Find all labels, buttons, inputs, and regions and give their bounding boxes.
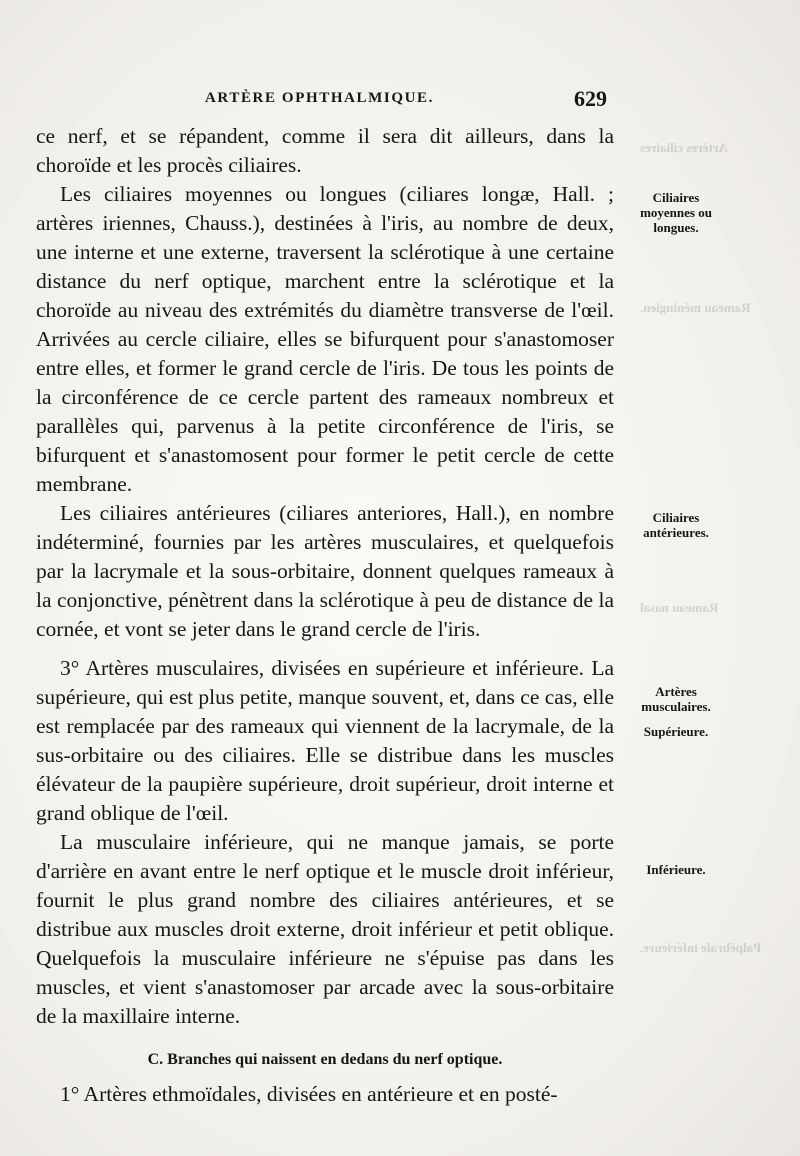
paragraph: 1° Artères ethmoïdales, divisées en antérieure et en posté- bbox=[60, 1082, 558, 1106]
paragraph: Les ciliaires moyennes ou longues (ciliares longæ, Hall. ; artères iriennes, Chauss.), destinées à l'iris, au nombre de deux, une interne et une externe, traversent la sclérotique à une certaine distance du nerf optique, marchent entre la sclérotique et la choroïde au niveau des extrémités du diamètre transverse de l'œil. Arrivées au cercle ciliaire, elles se bifurquent pour s'anastomoser entre elles, et former le grand cercle de l'iris. De tous les points de la circonférence de ce cercle partent des rameaux nombreux et parallèles qui, parvenus à la petite circonférence de l'iris, se bifurquent et s'anastomosent pour former le petit cercle de cette membrane. bbox=[36, 182, 614, 496]
paragraph: ce nerf, et se répandent, comme il sera dit ailleurs, dans la choroïde et les procès ciliaires. bbox=[36, 124, 614, 177]
running-title: ARTÈRE OPHTHALMIQUE. bbox=[205, 90, 434, 106]
paragraph: Les ciliaires antérieures (ciliares anteriores, Hall.), en nombre indéterminé, fournies par les artères musculaires, et quelquefois par la lacrymale et la sous-orbitaire, donnent quelques rameaux à la conjonctive, pénètrent dans la sclérotique à peu de distance de la cornée, et vont se jeter dans le grand cercle de l'iris. bbox=[36, 501, 614, 641]
margin-note: Artères musculaires. bbox=[641, 684, 711, 714]
show-through-text: Rameau nasal bbox=[640, 600, 719, 615]
paragraph: La musculaire inférieure, qui ne manque jamais, se porte d'arrière en avant entre le nerf optique et le muscle droit inférieur, fournit le plus grand nombre des ciliaires antérieures, et se distribue aux muscles droit externe, droit inférieur et petit oblique. Quelquefois la musculaire inférieure ne s'épuise pas dans les muscles, et vient s'anastomoser par arcade avec la sous-orbitaire de la maxillaire interne. bbox=[36, 830, 614, 1028]
margin-note: Ciliaires antérieures. bbox=[643, 510, 709, 540]
paragraph: 3° Artères musculaires, divisées en supérieure et inférieure. La supérieure, qui est plus petite, manque souvent, et, dans ce cas, elle est remplacée par des rameaux qui viennent de la lacrymale, de la sus-orbitaire ou des ciliaires. Elle se distribue dans les muscles élévateur de la paupière supérieure, droit supérieur, droit interne et grand oblique de l'œil. bbox=[36, 656, 614, 825]
section-heading: C. Branches qui naissent en dedans du nerf optique. bbox=[147, 1051, 503, 1068]
margin-note: Inférieure. bbox=[646, 862, 706, 877]
margin-note: Ciliaires moyennes ou longues. bbox=[640, 190, 712, 235]
show-through-text: Palpébrale inférieure. bbox=[640, 940, 762, 955]
show-through-text: Artères ciliaires bbox=[640, 140, 728, 155]
show-through-text: Rameau méningien. bbox=[640, 300, 751, 315]
page-number: 629 bbox=[574, 86, 607, 111]
margin-note: Supérieure. bbox=[643, 724, 709, 739]
main-text-column bbox=[36, 122, 614, 1109]
